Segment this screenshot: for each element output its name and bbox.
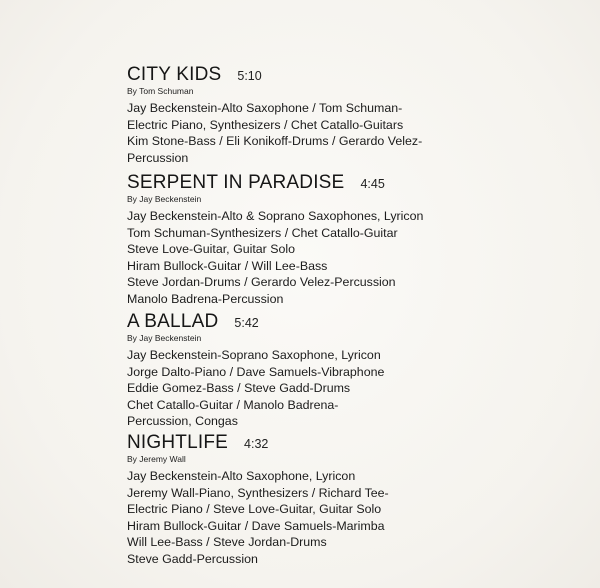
track-nightlife: [127, 433, 567, 568]
credit-line: Electric Piano, Synthesizers / Chet Catallo-Guitars: [127, 117, 404, 132]
credit-line: Steve Jordan-Drums / Gerardo Velez-Percussion: [127, 275, 396, 290]
track-credits: [127, 347, 567, 430]
track-credits: [127, 208, 567, 308]
track-heading: [127, 173, 567, 193]
track-heading: [127, 65, 567, 85]
credit-line: Steve Gadd-Percussion: [127, 551, 258, 566]
track-duration: 4:32: [244, 437, 269, 451]
track-title: A BALLAD: [127, 311, 219, 332]
track-composer: By Jeremy Wall: [127, 454, 186, 464]
credit-line: Percussion: [127, 150, 189, 165]
track-duration: 4:45: [360, 177, 385, 191]
credit-line: Percussion, Congas: [127, 414, 238, 429]
credit-line: Will Lee-Bass / Steve Jordan-Drums: [127, 535, 327, 550]
track-heading: [127, 433, 567, 453]
track-credits: [127, 100, 567, 166]
track-title: CITY KIDS: [127, 64, 222, 85]
credit-line: Kim Stone-Bass / Eli Konikoff-Drums / Gerardo Velez-: [127, 134, 423, 149]
credit-line: Eddie Gomez-Bass / Steve Gadd-Drums: [127, 381, 351, 396]
credit-line: Jorge Dalto-Piano / Dave Samuels-Vibraphone: [127, 364, 385, 379]
track-city-kids: [127, 65, 567, 166]
credit-line: Manolo Badrena-Percussion: [127, 291, 284, 306]
credit-line: Jay Beckenstein-Alto & Soprano Saxophones, Lyricon: [127, 209, 424, 223]
credit-line: Electric Piano / Steve Love-Guitar, Guitar Solo: [127, 502, 382, 517]
track-title: NIGHTLIFE: [127, 432, 229, 453]
credit-line: Jay Beckenstein-Alto Saxophone / Tom Schuman-: [127, 101, 403, 115]
track-title: SERPENT IN PARADISE: [127, 172, 345, 193]
track-composer: By Jay Beckenstein: [127, 194, 202, 204]
credit-line: Chet Catallo-Guitar / Manolo Badrena-: [127, 397, 339, 412]
credit-line: Jay Beckenstein-Soprano Saxophone, Lyricon: [127, 348, 381, 362]
track-credits: [127, 468, 567, 568]
credit-line: Steve Love-Guitar, Guitar Solo: [127, 242, 296, 257]
credit-line: Jay Beckenstein-Alto Saxophone, Lyricon: [127, 469, 356, 483]
track-composer: By Jay Beckenstein: [127, 333, 202, 343]
credit-line: Hiram Bullock-Guitar / Dave Samuels-Marimba: [127, 518, 385, 533]
credit-line: Jeremy Wall-Piano, Synthesizers / Richard Tee-: [127, 485, 389, 500]
track-duration: 5:42: [234, 316, 259, 330]
credit-line: Tom Schuman-Synthesizers / Chet Catallo-Guitar: [127, 225, 398, 240]
track-duration: 5:10: [237, 69, 262, 83]
track-serpent-in-paradise: [127, 173, 567, 308]
track-a-ballad: [127, 312, 567, 430]
track-heading: [127, 312, 567, 332]
credit-line: Hiram Bullock-Guitar / Will Lee-Bass: [127, 258, 328, 273]
track-composer: By Tom Schuman: [127, 86, 194, 96]
